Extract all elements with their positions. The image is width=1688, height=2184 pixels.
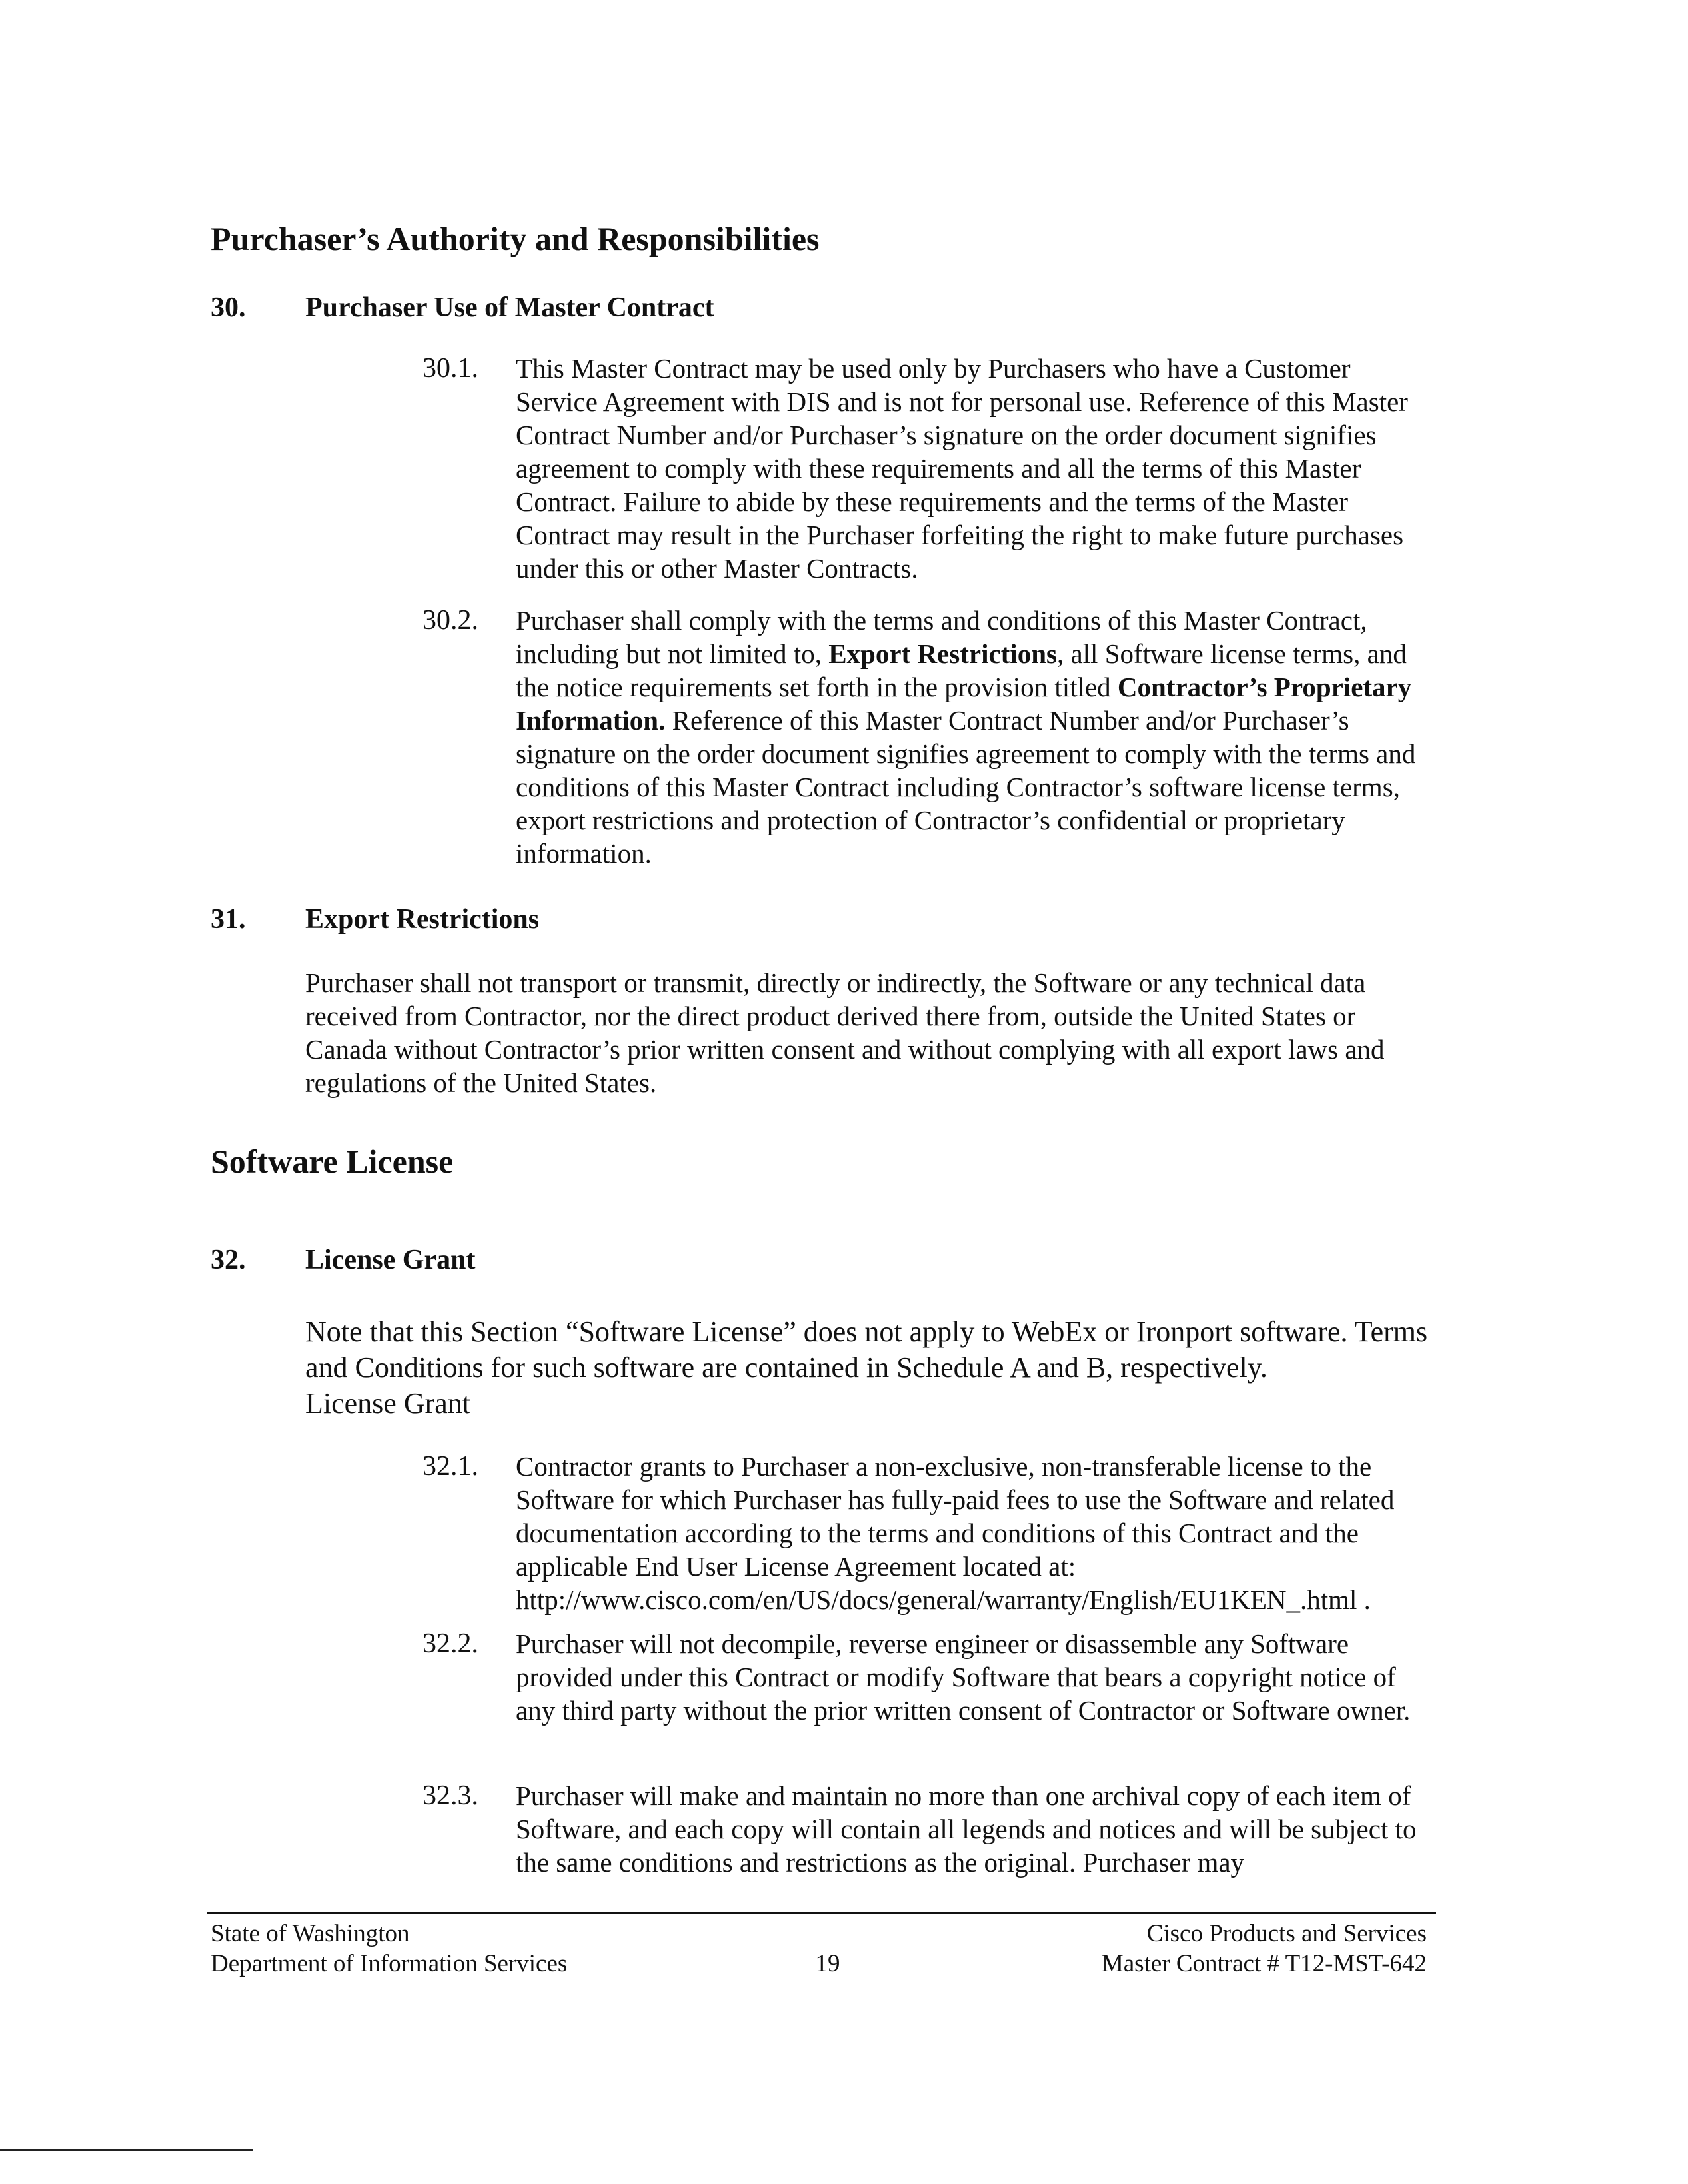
text-segment: Contractor grants to Purchaser a non-exclusive, non-transferable license to the Software for which Purchaser has fully-paid fees to use the Software and related documentation according to the terms and conditions of this Contract and the applicable End User License Agreement located at:: [516, 1451, 1395, 1582]
footer-state: State of Washington: [211, 1920, 410, 1947]
subclause-text-32-2: Purchaser will not decompile, reverse engineer or disassemble any Software provided under this Contract or modify Software that bears a copyright notice of any third party without the prior written consent of Contractor or Software owner.: [516, 1628, 1411, 1726]
footer-rule: [207, 1912, 1436, 1914]
subclause-number-30-1: 30.1.: [422, 353, 478, 384]
clause-text-31: Purchaser shall not transport or transmit, directly or indirectly, the Software or any technical data received from Contractor, nor the direct product derived there from, outside the United States or Canada without Contractor’s prior written consent and without complying with all export laws and regulations of the United States.: [305, 967, 1385, 1098]
subclause-text-30-1: This Master Contract may be used only by Purchasers who have a Customer Service Agreement with DIS and is not for personal use. Reference of this Master Contract Number and/or Purchaser’s signature on the order document signifies agreement to comply with these requirements and all the terms of this Master Contract. Failure to abide by these requirements and the terms of the Master Contract may result in the Purchaser forfeiting the right to make future purchases under this or other Master Contracts.: [516, 353, 1408, 584]
footer-department: Department of Information Services: [211, 1950, 568, 1977]
footer-contract-number: Master Contract # T12-MST-642: [1101, 1950, 1427, 1977]
clause-number-31: 31.: [211, 904, 246, 935]
clause-number-30: 30.: [211, 292, 246, 323]
subclause-number-32-3: 32.3.: [422, 1780, 478, 1811]
clause-title-31: Export Restrictions: [305, 904, 540, 935]
note-subtitle: License Grant: [305, 1387, 470, 1420]
note-paragraph: Note that this Section “Software License” does not apply to WebEx or Ironport software. Terms and Conditions for such software are contained in Schedule A and B, respectively.: [305, 1315, 1428, 1384]
text-segment: Reference of this Master Contract Number and/or Purchaser’s signature on the order document signifies agreement to comply with the terms and conditions of this Master Contract including Contractor’s software license terms, export restrictions and protection of Contractor’s confidential or proprietary information.: [516, 705, 1416, 869]
footer-left: [211, 1919, 567, 1979]
text-segment: Purchaser shall comply with the terms and conditions of this Master Contract, including but not limited to,: [516, 605, 1367, 669]
page-number: 19: [815, 1950, 840, 1977]
subclause-number-32-1: 32.1.: [422, 1451, 478, 1482]
subclause-number-30-2: 30.2.: [422, 605, 478, 636]
section-heading-software-license: Software License: [211, 1143, 454, 1180]
bold-ref-proprietary-info: Contractor’s Proprietary Information.: [516, 672, 1412, 736]
subclause-number-32-2: 32.2.: [422, 1628, 478, 1659]
bold-ref-export-restrictions: Export Restrictions: [828, 638, 1057, 669]
eula-url-link[interactable]: http://www.cisco.com/en/US/docs/general/warranty/English/EU1KEN_.html .: [516, 1584, 1371, 1615]
scan-edge-line: [0, 2149, 253, 2151]
clause-number-32: 32.: [211, 1245, 246, 1275]
footer-right: [1102, 1919, 1427, 1979]
clause-title-30: Purchaser Use of Master Contract: [305, 292, 714, 323]
subclause-text-32-3: Purchaser will make and maintain no more than one archival copy of each item of Software, and each copy will contain all legends and notices and will be subject to the same conditions and restrictions as the original. Purchaser may: [516, 1780, 1417, 1878]
subclause-text-32-1: [516, 1450, 1435, 1616]
section-heading-purchaser: Purchaser’s Authority and Responsibilities: [211, 220, 820, 257]
footer-product: Cisco Products and Services: [1146, 1920, 1427, 1947]
clause-title-32: License Grant: [305, 1245, 476, 1275]
text-segment: , all Software license terms, and the notice requirements set forth in the provision titled: [516, 638, 1407, 702]
subclause-text-30-2: [516, 604, 1435, 870]
